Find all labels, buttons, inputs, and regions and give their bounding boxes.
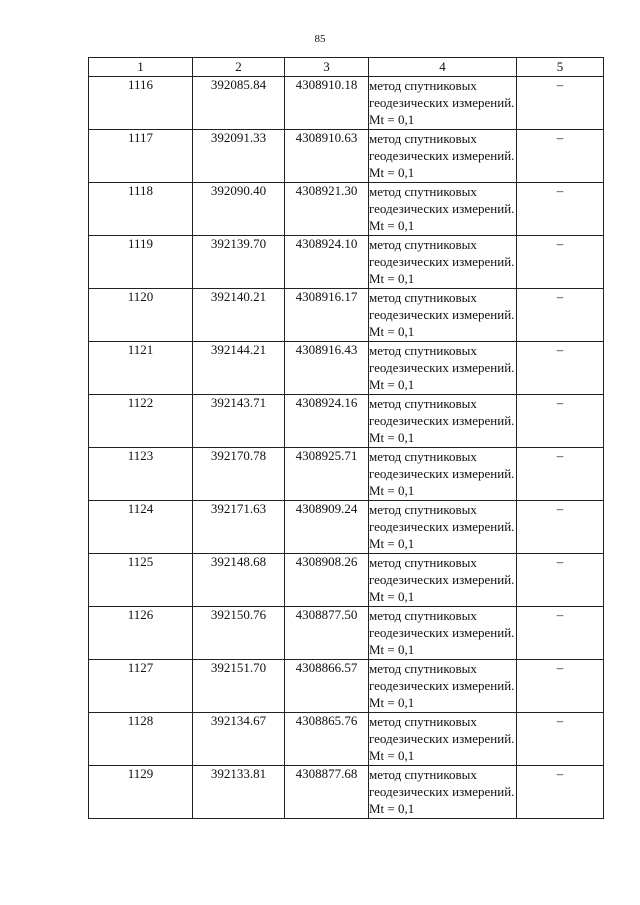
table-row [89,183,604,236]
note-cell: – [517,342,604,395]
note-cell: – [517,448,604,501]
x-coordinate-cell: 392140.21 [193,289,285,342]
table-row [89,660,604,713]
y-coordinate-cell: 4308909.24 [285,501,369,554]
x-coordinate-cell: 392139.70 [193,236,285,289]
point-number-cell: 1127 [89,660,193,713]
note-cell: – [517,766,604,819]
y-coordinate-cell: 4308925.71 [285,448,369,501]
table-row [89,554,604,607]
table-row [89,395,604,448]
x-coordinate-cell: 392148.68 [193,554,285,607]
point-number-cell: 1126 [89,607,193,660]
x-coordinate-cell: 392091.33 [193,130,285,183]
x-coordinate-cell: 392144.21 [193,342,285,395]
y-coordinate-cell: 4308916.17 [285,289,369,342]
y-coordinate-cell: 4308865.76 [285,713,369,766]
method-cell: метод спутниковых геодезических измерений. Mt = 0,1 [369,395,517,448]
point-number-cell: 1123 [89,448,193,501]
x-coordinate-cell: 392170.78 [193,448,285,501]
point-number-cell: 1128 [89,713,193,766]
method-cell: метод спутниковых геодезических измерений. Mt = 0,1 [369,660,517,713]
x-coordinate-cell: 392134.67 [193,713,285,766]
column-header: 5 [517,58,604,77]
y-coordinate-cell: 4308908.26 [285,554,369,607]
table-row [89,607,604,660]
method-cell: метод спутниковых геодезических измерений. Mt = 0,1 [369,130,517,183]
x-coordinate-cell: 392090.40 [193,183,285,236]
table-row [89,236,604,289]
method-cell: метод спутниковых геодезических измерений. Mt = 0,1 [369,289,517,342]
column-header: 1 [89,58,193,77]
y-coordinate-cell: 4308877.50 [285,607,369,660]
table-row [89,130,604,183]
point-number-cell: 1119 [89,236,193,289]
note-cell: – [517,554,604,607]
table-body [89,77,604,819]
note-cell: – [517,130,604,183]
note-cell: – [517,660,604,713]
table-row [89,713,604,766]
note-cell: – [517,77,604,130]
note-cell: – [517,713,604,766]
point-number-cell: 1122 [89,395,193,448]
method-cell: метод спутниковых геодезических измерений. Mt = 0,1 [369,183,517,236]
y-coordinate-cell: 4308921.30 [285,183,369,236]
x-coordinate-cell: 392150.76 [193,607,285,660]
point-number-cell: 1117 [89,130,193,183]
table-row [89,342,604,395]
y-coordinate-cell: 4308924.16 [285,395,369,448]
x-coordinate-cell: 392133.81 [193,766,285,819]
y-coordinate-cell: 4308910.63 [285,130,369,183]
table-row [89,77,604,130]
x-coordinate-cell: 392151.70 [193,660,285,713]
method-cell: метод спутниковых геодезических измерений. Mt = 0,1 [369,448,517,501]
point-number-cell: 1118 [89,183,193,236]
note-cell: – [517,395,604,448]
method-cell: метод спутниковых геодезических измерений. Mt = 0,1 [369,607,517,660]
table-header-row [89,58,604,77]
y-coordinate-cell: 4308910.18 [285,77,369,130]
method-cell: метод спутниковых геодезических измерений. Mt = 0,1 [369,501,517,554]
note-cell: – [517,289,604,342]
method-cell: метод спутниковых геодезических измерений. Mt = 0,1 [369,554,517,607]
point-number-cell: 1125 [89,554,193,607]
point-number-cell: 1120 [89,289,193,342]
x-coordinate-cell: 392143.71 [193,395,285,448]
method-cell: метод спутниковых геодезических измерений. Mt = 0,1 [369,766,517,819]
y-coordinate-cell: 4308877.68 [285,766,369,819]
note-cell: – [517,183,604,236]
table-row [89,448,604,501]
table-row [89,289,604,342]
page-number: 85 [314,33,326,45]
x-coordinate-cell: 392085.84 [193,77,285,130]
point-number-cell: 1129 [89,766,193,819]
note-cell: – [517,607,604,660]
point-number-cell: 1116 [89,77,193,130]
method-cell: метод спутниковых геодезических измерений. Mt = 0,1 [369,77,517,130]
y-coordinate-cell: 4308866.57 [285,660,369,713]
point-number-cell: 1121 [89,342,193,395]
point-number-cell: 1124 [89,501,193,554]
method-cell: метод спутниковых геодезических измерений. Mt = 0,1 [369,236,517,289]
table-row [89,501,604,554]
y-coordinate-cell: 4308924.10 [285,236,369,289]
column-header: 3 [285,58,369,77]
column-header: 2 [193,58,285,77]
y-coordinate-cell: 4308916.43 [285,342,369,395]
table-row [89,766,604,819]
coordinates-table [88,57,604,819]
method-cell: метод спутниковых геодезических измерений. Mt = 0,1 [369,713,517,766]
note-cell: – [517,501,604,554]
column-header: 4 [369,58,517,77]
method-cell: метод спутниковых геодезических измерений. Mt = 0,1 [369,342,517,395]
x-coordinate-cell: 392171.63 [193,501,285,554]
note-cell: – [517,236,604,289]
